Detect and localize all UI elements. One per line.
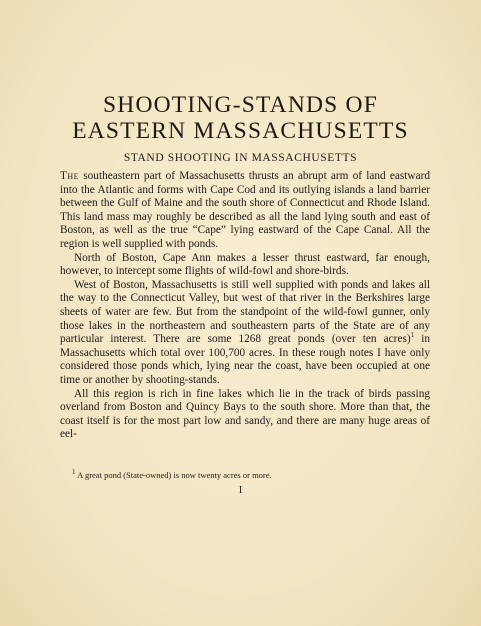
paragraph-4: All this region is rich in fine lakes which lie in the track of birds passing overland from Boston and Quincy Bays to the south shore. More than that, the coast itself is for the most part low and sandy, and there are many huge areas of eel- — [60, 387, 430, 441]
paragraph-3-text-b: in Massachusetts which total over 100,700 acres. In these rough notes I have only considered those ponds which, lying near the coast, have been occupied at one time or another by shooting-stands. — [60, 333, 430, 386]
chapter-title-line-2: EASTERN MASSACHUSETTS — [72, 118, 409, 144]
paragraph-1 — [60, 170, 430, 252]
page-number: I — [238, 485, 243, 496]
section-subtitle: STAND SHOOTING IN MASSACHUSETTS — [123, 152, 358, 164]
paragraph-2: North of Boston, Cape Ann makes a lesser thrust eastward, far enough, however, to intercept some flights of wild-fowl and shore-birds. — [60, 251, 430, 278]
paragraph-3 — [60, 279, 430, 388]
footnote-marker: 1 — [72, 468, 76, 477]
body-text — [60, 170, 430, 442]
paragraph-1-text: southeastern part of Massachusetts thrusts an abrupt arm of land eastward into the Atlantic and forms with Cape Cod and its outlying islands a land barrier between the Gulf of Maine and the south shore of Connecticut and Rhode Island. This land mass may roughly be described as all the land lying south and east of Boston, as well as the true “Cape” lying eastward of the Cape Canal. All the region is well supplied with ponds. — [60, 170, 430, 250]
footnote — [72, 470, 432, 481]
paragraph-1-lead: The — [60, 170, 80, 182]
paragraph-3-text-a: West of Boston, Massachusetts is still well supplied with ponds and lakes all the way to the Connecticut Valley, but west of that river in the Berkshires large sheets of water are few. But from the standpoint of the wild-fowl gunner, only those lakes in the northeastern and southeastern parts of the State are of any particular interest. There are some 1268 great ponds (over ten acres) — [60, 278, 430, 346]
footnote-text: A great pond (State-owned) is now twenty acres or more. — [77, 470, 272, 480]
chapter-title-line-1: SHOOTING-STANDS OF — [103, 92, 378, 118]
footnote-reference: 1 — [410, 331, 415, 340]
